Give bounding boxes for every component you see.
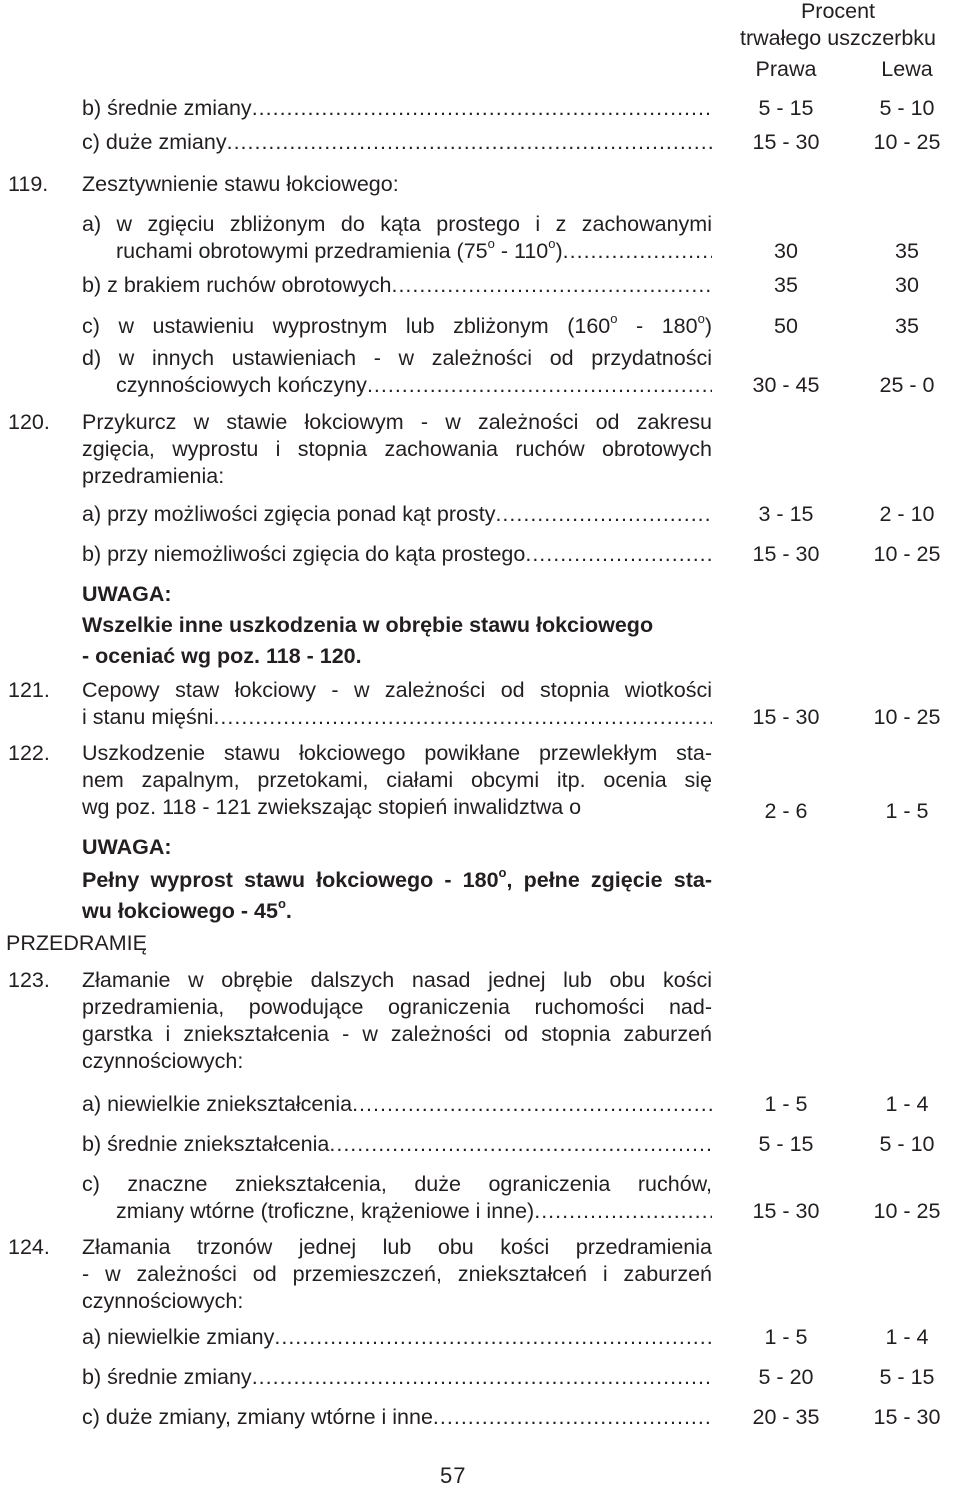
value-right: 5 - 15	[758, 1132, 814, 1156]
value-right: 1 - 5	[764, 1325, 808, 1349]
item-122-description: Uszkodzenie stawu łokciowego powikłane przewlekłym sta- nem zapalnym, przetokami, ciałami obcymi itp. ocenia się wg poz. 118 - 121 zwiekszając stopień inwalidztwa o	[82, 741, 712, 819]
value-left: 5 - 10	[879, 96, 935, 120]
row-119c: c) w ustawieniu wyprostnym lub zbliżonym (160$^o$ - 180$^o$)	[82, 313, 712, 338]
item-number-124: 124.	[8, 1235, 50, 1259]
value-right: 2 - 6	[764, 799, 808, 823]
item-121-description: Cepowy staw łokciowy - w zależności od stopnia wiotkości i stanu mięśni .....	[82, 677, 712, 731]
value-left: 1 - 4	[885, 1092, 929, 1116]
value-left: 35	[895, 239, 919, 263]
section-heading: PRZEDRAMIĘ	[6, 931, 147, 955]
value-left: 10 - 25	[873, 542, 941, 566]
header-col-right: Prawa	[755, 57, 817, 81]
note-label: UWAGA:	[82, 835, 172, 859]
row-124b: b) średnie zmiany .....	[82, 1364, 712, 1391]
value-right: 20 - 35	[752, 1405, 820, 1429]
row-123a: a) niewielkie zniekształcenia .....	[82, 1091, 712, 1118]
note-1: UWAGA: Wszelkie inne uszkodzenia w obrębie stawu łokciowego - oceniać wg poz. 118 - 120.	[82, 581, 722, 670]
value-left: 10 - 25	[873, 1199, 941, 1223]
value-right: 35	[774, 273, 798, 297]
value-right: 15 - 30	[752, 705, 820, 729]
row-119b: b) z brakiem ruchów obrotowych .....	[82, 272, 712, 299]
value-left: 35	[895, 314, 919, 338]
row-119d: d) w innych ustawieniach - w zależności od przydatności czynnościowych kończyny .....	[82, 345, 712, 399]
item-number-120: 120.	[8, 410, 50, 434]
value-right: 30	[774, 239, 798, 263]
value-right: 1 - 5	[764, 1092, 808, 1116]
value-right: 30 - 45	[752, 373, 820, 397]
value-right: 15 - 30	[752, 1199, 820, 1223]
value-right: 15 - 30	[752, 130, 820, 154]
item-120-description: Przykurcz w stawie łokciowym - w zależności od zakresu zgięcia, wyprostu i stopnia zachowania ruchów obrotowych przedramienia:	[82, 410, 712, 488]
row-123c: c) znaczne zniekształcenia, duże ograniczenia ruchów, zmiany wtórne (troficzne, krążeniowe i inne) .....	[82, 1171, 712, 1225]
column-header	[716, 0, 960, 52]
item-119-title: Zesztywnienie stawu łokciowego:	[82, 172, 399, 196]
item-number-121: 121.	[8, 678, 50, 702]
row-120a: a) przy możliwości zgięcia ponad kąt prosty .....	[82, 501, 712, 528]
item-124-description: Złamania trzonów jednej lub obu kości przedramienia - w zależności od przemieszczeń, zniekształceń i zaburzeń czynnościowych:	[82, 1235, 712, 1313]
item-number-123: 123.	[8, 968, 50, 992]
note-2: UWAGA: Pełny wyprost stawu łokciowego - 180$^o$, pełne zgięcie sta- wu łokciowego - 45$^o$.	[82, 835, 712, 923]
value-left: 25 - 0	[879, 373, 935, 397]
value-right: 50	[774, 314, 798, 338]
header-line2: trwałego uszczerbku	[740, 26, 936, 50]
item-123-description: Złamanie w obrębie dalszych nasad jednej lub obu kości przedramienia, powodujące ograniczenia ruchomości nad- garstka i zniekształcenia - w zależności od stopnia zaburzeń czynnościowych:	[82, 968, 712, 1073]
value-right: 15 - 30	[752, 542, 820, 566]
value-left: 5 - 10	[879, 1132, 935, 1156]
header-col-left: Lewa	[881, 57, 933, 81]
value-left: 2 - 10	[879, 502, 935, 526]
row-123b: b) średnie zniekształcenia .....	[82, 1131, 712, 1158]
item-number-119: 119.	[8, 172, 49, 196]
value-left: 10 - 25	[873, 705, 941, 729]
value-left: 1 - 5	[885, 799, 929, 823]
value-left: 1 - 4	[885, 1325, 929, 1349]
value-right: 5 - 20	[758, 1365, 814, 1389]
value-right: 5 - 15	[758, 96, 814, 120]
page-number: 57	[440, 1463, 467, 1488]
row-118b: b) średnie zmiany .....	[82, 95, 712, 122]
row-119a: a) w zgięciu zbliżonym do kąta prostego i z zachowanymi ruchami obrotowymi przedramienia (75$^o$ - 110$^o$) .....	[82, 211, 712, 265]
row-124c: c) duże zmiany, zmiany wtórne i inne .....	[82, 1404, 712, 1431]
value-left: 5 - 15	[879, 1365, 935, 1389]
item-number-122: 122.	[8, 741, 50, 765]
note-label: UWAGA:	[82, 582, 172, 606]
header-line1: Procent	[800, 0, 876, 23]
value-left: 15 - 30	[873, 1405, 941, 1429]
row-120b: b) przy niemożliwości zgięcia do kąta prostego .....	[82, 541, 712, 568]
value-left: 30	[895, 273, 919, 297]
value-left: 10 - 25	[873, 130, 941, 154]
value-right: 3 - 15	[758, 502, 814, 526]
row-118c: c) duże zmiany .....	[82, 129, 712, 156]
row-124a: a) niewielkie zmiany .....	[82, 1324, 712, 1351]
